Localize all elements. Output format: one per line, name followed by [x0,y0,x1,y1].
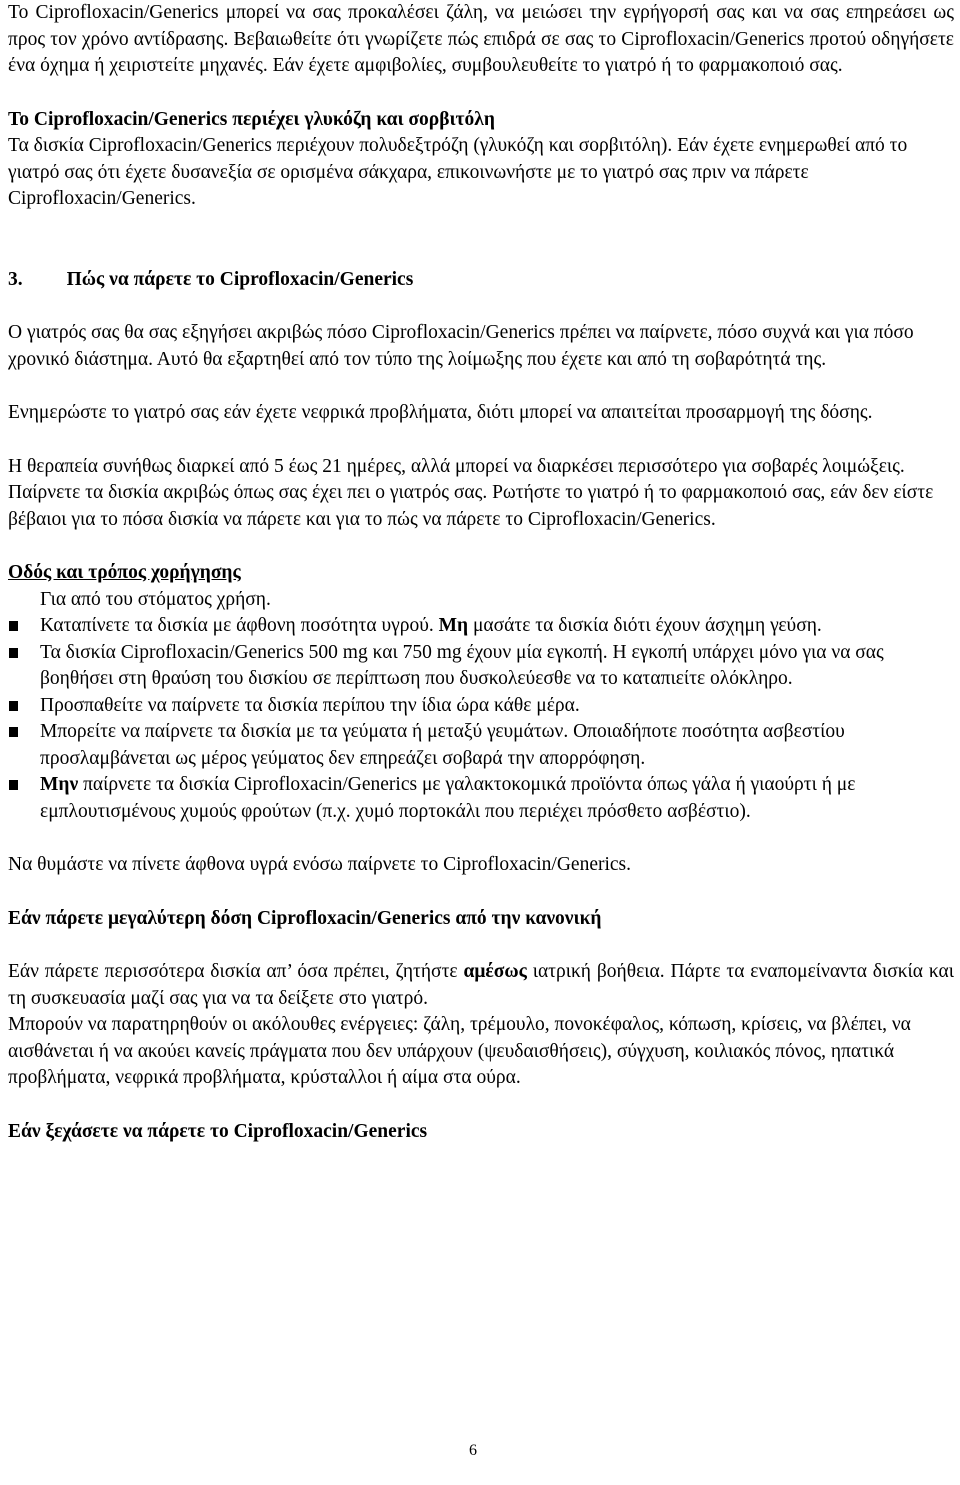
warning-emphasis: Μην [40,774,79,795]
bullet-icon [9,648,18,658]
leaflet-page [8,0,954,1145]
page-number: 6 [469,1442,477,1459]
bullet-icon [9,701,18,711]
driving-paragraph: Το Ciprofloxacin/Generics μπορεί να σας προκαλέσει ζάλη, να μειώσει την εγρήγορσή σας και να σας επηρεάσει ως προς τον χρόνο αντίδρασης. Βεβαιωθείτε ότι γνωρίζετε πώς επιδρά σε σας το Ciprofloxacin/Generics προτού οδηγήσετε ένα όχημα ή χειριστείτε μηχανές. Εάν έχετε αμφιβολίες, συμβουλευθείτε το γιατρό ή το φαρμακοποιό σας. [8,2,954,76]
glucose-heading: Το Ciprofloxacin/Generics περιέχει γλυκόζη και σορβιτόλη [8,108,495,130]
warning-emphasis: Μη [438,615,469,636]
forgot-heading: Εάν ξεχάσετε να πάρετε το Ciprofloxacin/Generics [8,1120,428,1142]
section-3-heading [8,267,954,294]
list-item: Προσπαθείτε να παίρνετε τα δισκία περίπου την ίδια ώρα κάθε μέρα. [8,693,954,720]
duration-paragraph: Η θεραπεία συνήθως διαρκεί από 5 έως 21 ημέρες, αλλά μπορεί να διαρκέσει περισσότερο για σοβαρές λοιμώξεις. Παίρνετε τα δισκία ακριβώς όπως σας έχει πει ο γιατρός σας. Ρωτήστε το γιατρό ή το φαρμακοποιό σας, εάν δεν είστε βέβαιοι για το πόσα δισκία να πάρετε και για το πώς να πάρετε το Ciprofloxacin/Generics. [8,455,934,530]
administration-list [8,613,954,825]
overdose-heading: Εάν πάρετε μεγαλύτερη δόση Ciprofloxacin/Generics από την κανονική [8,907,602,929]
bullet-icon [9,780,18,790]
dosage-paragraph: Ο γιατρός σας θα σας εξηγήσει ακριβώς πόσο Ciprofloxacin/Generics πρέπει να παίρνετε, πόσο συχνά και για πόσο χρονικό διάστημα. Αυτό θα εξαρτηθεί από τον τύπο της λοίμωξης που έχετε και από τη σοβαρότητά της. [8,322,914,370]
section-title: Πώς να πάρετε το Ciprofloxacin/Generics [66,268,414,290]
route-heading: Οδός και τρόπος χορήγησης [8,562,241,583]
glucose-paragraph: Τα δισκία Ciprofloxacin/Generics περιέχουν πολυδεξτρόζη (γλυκόζη και σορβιτόλη). Εάν έχετε ενημερωθεί από το γιατρό σας ότι έχετε δυσανεξία σε ορισμένα σάκχαρα, επικοινωνήστε με το γιατρό σας πριν να πάρετε Ciprofloxacin/Generics. [8,135,908,209]
route-intro: Για από του στόματος χρήση. [40,588,271,610]
overdose-symptoms-paragraph: Μπορούν να παρατηρηθούν οι ακόλουθες ενέργειες: ζάλη, τρέμουλο, πονοκέφαλος, κόπωση, κρίσεις, να βλέπει, να αισθάνεται ή να ακούει κανείς πράγματα που δεν υπάρχουν (ψευδαισθήσεις), σύγχυση, κοιλιακός πόνος, ηπατικά προβλήματα, νεφρικά προβλήματα, κρύσταλλοι ή αίμα στα ούρα. [8,1014,911,1088]
list-item: Τα δισκία Ciprofloxacin/Generics 500 mg και 750 mg έχουν μία εγκοπή. Η εγκοπή υπάρχει μόνο για να σας βοηθήσει στη θραύση του δισκίου σε περίπτωση που δυσκολεύεσθε να το καταπιείτε ολόκληρο. [8,640,954,693]
renal-paragraph: Ενημερώστε το γιατρό σας εάν έχετε νεφρικά προβλήματα, διότι μπορεί να απαιτείται προσαρμογή της δόσης. [8,402,873,423]
bullet-icon [9,621,18,631]
list-item: Καταπίνετε τα δισκία με άφθονη ποσότητα υγρού. Μη μασάτε τα δισκία διότι έχουν άσχημη γεύση. [8,613,954,640]
list-item: Μην παίρνετε τα δισκία Ciprofloxacin/Generics με γαλακτοκομικά προϊόντα όπως γάλα ή γιαούρτι ή με εμπλουτισμένους χυμούς φρούτων (π.χ. χυμό πορτοκάλι που περιέχει πρόσθετο ασβέστιο). [8,772,954,825]
bullet-icon [9,727,18,737]
overdose-paragraph: Εάν πάρετε περισσότερα δισκία απ’ όσα πρέπει, ζητήστε αμέσως ιατρική βοήθεια. Πάρτε τα εναπομείναντα δισκία και τη συσκευασία μαζί σας για να τα δείξετε στο γιατρό. [8,961,955,1009]
section-number: 3. [8,268,23,290]
list-item: Μπορείτε να παίρνετε τα δισκία με τα γεύματα ή μεταξύ γευμάτων. Οποιαδήποτε ποσότητα ασβεστίου προσλαμβάνεται ως μέρος γεύματος δεν επηρεάζει σοβαρά την απορρόφηση. [8,719,954,772]
fluids-paragraph: Να θυμάστε να πίνετε άφθονα υγρά ενόσω παίρνετε το Ciprofloxacin/Generics. [8,854,632,875]
urgent-emphasis: αμέσως [463,961,527,982]
